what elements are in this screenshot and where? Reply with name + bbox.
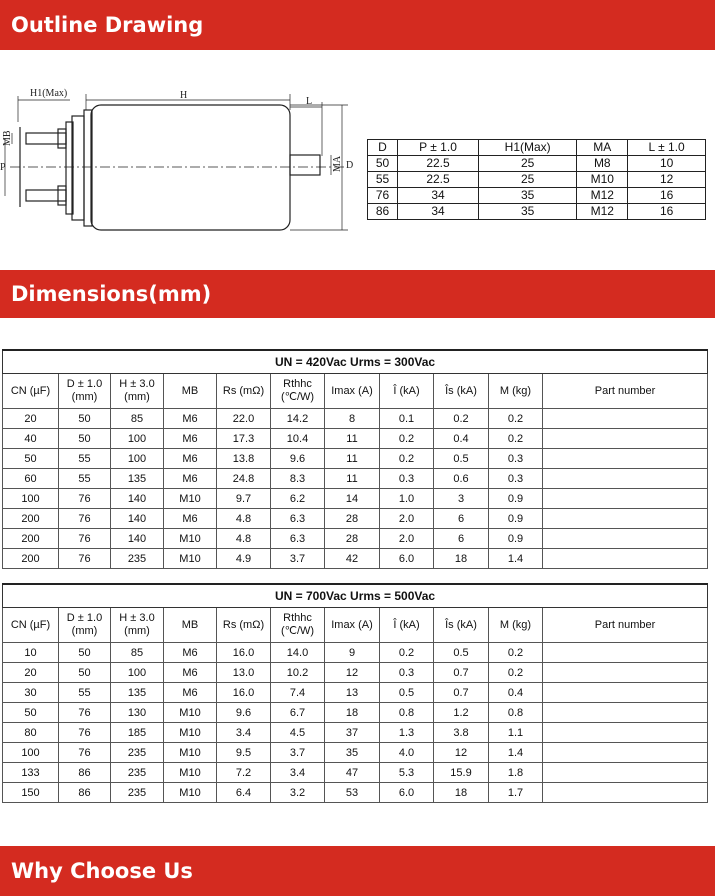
table-cell: 135 — [111, 683, 164, 703]
table-cell: 0.2 — [489, 429, 543, 449]
table-row — [368, 156, 706, 172]
table-row — [3, 703, 708, 723]
table-cell: 37 — [325, 723, 380, 743]
table-cell: 85 — [111, 409, 164, 429]
table-cell: 17.3 — [217, 429, 271, 449]
table-cell: 150 — [3, 783, 59, 803]
table-cell: 22.0 — [217, 409, 271, 429]
table-cell: 11 — [325, 449, 380, 469]
table-cell: 3 — [434, 489, 489, 509]
table-cell: 86 — [59, 783, 111, 803]
header-cell: Part number — [543, 608, 708, 643]
table-cell: 3.4 — [271, 763, 325, 783]
table-cell: 1.3 — [380, 723, 434, 743]
table-cell: M10 — [164, 723, 217, 743]
table-cell: 0.2 — [380, 643, 434, 663]
table-cell: 100 — [111, 429, 164, 449]
table-cell: 4.0 — [380, 743, 434, 763]
table-cell: 6 — [434, 509, 489, 529]
section-title: Dimensions(mm) — [11, 282, 212, 306]
header-cell: Îs (kA) — [434, 608, 489, 643]
table-cell: 0.9 — [489, 529, 543, 549]
header-cell: Rthhc (℃/W) — [271, 608, 325, 643]
table-cell: 55 — [59, 683, 111, 703]
table-cell: 40 — [3, 429, 59, 449]
table-cell: 4.8 — [217, 509, 271, 529]
table-cell: M10 — [164, 743, 217, 763]
table-cell: 100 — [111, 663, 164, 683]
table-cell: 50 — [3, 449, 59, 469]
table-cell: 16 — [628, 188, 706, 204]
table-row — [3, 469, 708, 489]
dim-label-mb: MB — [2, 130, 13, 146]
table-cell: 6.0 — [380, 783, 434, 803]
table-cell: 0.2 — [489, 663, 543, 683]
table-cell: 22.5 — [398, 156, 479, 172]
table-cell: 4.8 — [217, 529, 271, 549]
section-title: Why Choose Us — [11, 859, 193, 883]
table-cell: 9.5 — [217, 743, 271, 763]
table-cell: 0.3 — [489, 449, 543, 469]
table-cell: 86 — [368, 204, 398, 220]
table-cell: 5.3 — [380, 763, 434, 783]
table-cell: 20 — [3, 409, 59, 429]
table-header-row — [3, 608, 708, 643]
table-cell: 55 — [59, 449, 111, 469]
table-row — [3, 429, 708, 449]
part-number-cell — [543, 683, 708, 703]
table-cell: 1.0 — [380, 489, 434, 509]
header-cell: M (kg) — [489, 374, 543, 409]
table-cell: M10 — [164, 763, 217, 783]
table-cell: 50 — [368, 156, 398, 172]
table-cell: 50 — [59, 663, 111, 683]
table-cell: 60 — [3, 469, 59, 489]
table-row — [368, 172, 706, 188]
table-cell: M6 — [164, 509, 217, 529]
table-row — [3, 643, 708, 663]
table-cell: 235 — [111, 763, 164, 783]
table-cell: 76 — [59, 529, 111, 549]
table-cell: 235 — [111, 743, 164, 763]
dim-label-ma: MA — [332, 155, 343, 172]
table-cell: 0.3 — [380, 469, 434, 489]
table-caption: UN = 700Vac Urms = 500Vac — [3, 584, 708, 608]
table-cell: 135 — [111, 469, 164, 489]
part-number-cell — [543, 763, 708, 783]
table-cell: M6 — [164, 683, 217, 703]
header-cell: D — [368, 140, 398, 156]
table-row — [3, 509, 708, 529]
table-cell: M6 — [164, 663, 217, 683]
table-cell: 50 — [3, 703, 59, 723]
table-cell: M10 — [164, 529, 217, 549]
table-cell: 13 — [325, 683, 380, 703]
table-cell: M10 — [577, 172, 628, 188]
header-cell: Imax (A) — [325, 374, 380, 409]
table-cell: 76 — [368, 188, 398, 204]
table-cell: 185 — [111, 723, 164, 743]
table-cell: 8.3 — [271, 469, 325, 489]
table-cell: 10 — [628, 156, 706, 172]
header-cell: Rthhc (℃/W) — [271, 374, 325, 409]
header-cell: Rs (mΩ) — [217, 608, 271, 643]
header-cell: H ± 3.0 (mm) — [111, 608, 164, 643]
table-cell: 0.7 — [434, 683, 489, 703]
table-row — [3, 409, 708, 429]
header-cell: MA — [577, 140, 628, 156]
table-cell: 0.8 — [380, 703, 434, 723]
dim-label-p: P — [0, 162, 6, 173]
part-number-cell — [543, 489, 708, 509]
table-cell: 140 — [111, 529, 164, 549]
table-cell: 12 — [434, 743, 489, 763]
table-cell: 14 — [325, 489, 380, 509]
table-cell: 6.2 — [271, 489, 325, 509]
table-cell: M10 — [164, 489, 217, 509]
section-header-why-choose-us — [0, 846, 715, 896]
table-cell: 13.0 — [217, 663, 271, 683]
table-cell: 50 — [59, 409, 111, 429]
table-cell: 2.0 — [380, 529, 434, 549]
table-cell: 76 — [59, 509, 111, 529]
table-cell: 1.8 — [489, 763, 543, 783]
table-cell: 6.4 — [217, 783, 271, 803]
table-cell: 235 — [111, 783, 164, 803]
table-row — [3, 549, 708, 569]
table-row — [3, 663, 708, 683]
table-cell: 140 — [111, 489, 164, 509]
table-cell: M10 — [164, 703, 217, 723]
table-cell: 1.1 — [489, 723, 543, 743]
table-cell: 16.0 — [217, 683, 271, 703]
table-cell: 9 — [325, 643, 380, 663]
table-cell: 10 — [3, 643, 59, 663]
table-cell: 53 — [325, 783, 380, 803]
table-cell: 25 — [479, 156, 577, 172]
table-cell: 50 — [59, 429, 111, 449]
table-cell: M10 — [164, 549, 217, 569]
table-cell: 7.2 — [217, 763, 271, 783]
table-cell: M12 — [577, 188, 628, 204]
table-cell: M8 — [577, 156, 628, 172]
table-cell: 0.3 — [489, 469, 543, 489]
table-cell: 0.2 — [380, 449, 434, 469]
table-cell: 1.4 — [489, 743, 543, 763]
table-row — [3, 723, 708, 743]
table-cell: 47 — [325, 763, 380, 783]
table-row — [368, 204, 706, 220]
header-cell: Îs (kA) — [434, 374, 489, 409]
table-cell: M12 — [577, 204, 628, 220]
table-cell: 6.7 — [271, 703, 325, 723]
table-cell: 133 — [3, 763, 59, 783]
part-number-cell — [543, 723, 708, 743]
table-cell: 18 — [325, 703, 380, 723]
table-cell: 10.2 — [271, 663, 325, 683]
table-cell: 35 — [479, 188, 577, 204]
table-cell: 2.0 — [380, 509, 434, 529]
table-cell: M6 — [164, 429, 217, 449]
table-cell: 100 — [3, 743, 59, 763]
table-cell: 30 — [3, 683, 59, 703]
part-number-cell — [543, 549, 708, 569]
header-cell: MB — [164, 374, 217, 409]
table-cell: 0.5 — [434, 449, 489, 469]
table-caption: UN = 420Vac Urms = 300Vac — [3, 350, 708, 374]
table-row — [3, 489, 708, 509]
table-cell: 14.2 — [271, 409, 325, 429]
table-cell: 76 — [59, 743, 111, 763]
section-title: Outline Drawing — [11, 13, 204, 37]
table-cell: 55 — [59, 469, 111, 489]
table-cell: 25 — [479, 172, 577, 188]
header-cell: Î (kA) — [380, 374, 434, 409]
part-number-cell — [543, 429, 708, 449]
table-cell: 3.7 — [271, 743, 325, 763]
table-cell: 28 — [325, 529, 380, 549]
table-header-row — [368, 140, 706, 156]
capacitor-outline-drawing — [0, 82, 360, 232]
table-cell: 4.9 — [217, 549, 271, 569]
table-cell: 1.2 — [434, 703, 489, 723]
table-cell: 0.9 — [489, 509, 543, 529]
table-caption-row — [3, 584, 708, 608]
table-cell: 28 — [325, 509, 380, 529]
table-cell: 11 — [325, 469, 380, 489]
table-cell: 50 — [59, 643, 111, 663]
table-cell: 35 — [325, 743, 380, 763]
table-cell: 0.9 — [489, 489, 543, 509]
part-number-cell — [543, 409, 708, 429]
part-number-cell — [543, 449, 708, 469]
table-cell: 42 — [325, 549, 380, 569]
header-cell: L ± 1.0 — [628, 140, 706, 156]
table-cell: 6 — [434, 529, 489, 549]
part-number-cell — [543, 643, 708, 663]
table-row — [3, 783, 708, 803]
part-number-cell — [543, 743, 708, 763]
table-cell: 15.9 — [434, 763, 489, 783]
table-cell: 22.5 — [398, 172, 479, 188]
table-cell: 1.4 — [489, 549, 543, 569]
header-cell: Part number — [543, 374, 708, 409]
table-cell: 9.6 — [217, 703, 271, 723]
table-cell: 12 — [628, 172, 706, 188]
table-cell: 0.2 — [489, 409, 543, 429]
table-cell: 0.5 — [434, 643, 489, 663]
table-cell: 9.7 — [217, 489, 271, 509]
header-cell: H ± 3.0 (mm) — [111, 374, 164, 409]
header-cell: H1(Max) — [479, 140, 577, 156]
table-cell: 86 — [59, 763, 111, 783]
table-cell: 13.8 — [217, 449, 271, 469]
table-cell: 18 — [434, 549, 489, 569]
table-cell: 24.8 — [217, 469, 271, 489]
table-caption-row — [3, 350, 708, 374]
table-cell: M10 — [164, 783, 217, 803]
table-cell: 0.2 — [380, 429, 434, 449]
table-cell: 16.0 — [217, 643, 271, 663]
table-cell: 20 — [3, 663, 59, 683]
table-cell: 3.8 — [434, 723, 489, 743]
table-cell: 200 — [3, 509, 59, 529]
header-cell: D ± 1.0 (mm) — [59, 374, 111, 409]
table-cell: 76 — [59, 549, 111, 569]
table-cell: M6 — [164, 469, 217, 489]
table-cell: 14.0 — [271, 643, 325, 663]
table-cell: 18 — [434, 783, 489, 803]
table-cell: 3.7 — [271, 549, 325, 569]
part-number-cell — [543, 529, 708, 549]
table-cell: 0.1 — [380, 409, 434, 429]
table-cell: 100 — [3, 489, 59, 509]
table-cell: 7.4 — [271, 683, 325, 703]
part-number-cell — [543, 509, 708, 529]
header-cell: M (kg) — [489, 608, 543, 643]
table-cell: 34 — [398, 188, 479, 204]
table-cell: 0.4 — [489, 683, 543, 703]
table-cell: 35 — [479, 204, 577, 220]
part-number-cell — [543, 469, 708, 489]
table-row — [368, 188, 706, 204]
table-cell: M6 — [164, 409, 217, 429]
table-cell: 130 — [111, 703, 164, 723]
table-cell: 0.6 — [434, 469, 489, 489]
header-cell: P ± 1.0 — [398, 140, 479, 156]
table-cell: 0.5 — [380, 683, 434, 703]
header-cell: CN (µF) — [3, 374, 59, 409]
table-cell: 9.6 — [271, 449, 325, 469]
table-cell: 11 — [325, 429, 380, 449]
table-cell: 12 — [325, 663, 380, 683]
table-cell: 0.2 — [489, 643, 543, 663]
header-cell: MB — [164, 608, 217, 643]
table-cell: 0.4 — [434, 429, 489, 449]
table-header-row — [3, 374, 708, 409]
section-header-outline-drawing — [0, 0, 715, 50]
table-cell: 140 — [111, 509, 164, 529]
table-row — [3, 449, 708, 469]
dim-label-h: H — [180, 90, 188, 101]
outline-dimensions-table — [367, 139, 706, 220]
header-cell: Î (kA) — [380, 608, 434, 643]
table-row — [3, 529, 708, 549]
table-row — [3, 743, 708, 763]
header-cell: CN (µF) — [3, 608, 59, 643]
table-cell: 0.3 — [380, 663, 434, 683]
table-cell: 1.7 — [489, 783, 543, 803]
table-row — [3, 683, 708, 703]
part-number-cell — [543, 783, 708, 803]
table-cell: 3.2 — [271, 783, 325, 803]
table-cell: 85 — [111, 643, 164, 663]
table-cell: M6 — [164, 449, 217, 469]
table-cell: 3.4 — [217, 723, 271, 743]
dim-label-h1max: H1(Max) — [30, 88, 68, 99]
table-cell: 34 — [398, 204, 479, 220]
table-cell: 76 — [59, 723, 111, 743]
table-cell: 0.2 — [434, 409, 489, 429]
table-cell: 0.7 — [434, 663, 489, 683]
table-row — [3, 763, 708, 783]
table-cell: 16 — [628, 204, 706, 220]
table-cell: 200 — [3, 529, 59, 549]
table-cell: 0.8 — [489, 703, 543, 723]
table-cell: 235 — [111, 549, 164, 569]
table-cell: 100 — [111, 449, 164, 469]
table-cell: 6.3 — [271, 529, 325, 549]
table-cell: 80 — [3, 723, 59, 743]
table-cell: 4.5 — [271, 723, 325, 743]
spec-table-420vac — [2, 349, 708, 569]
table-cell: 200 — [3, 549, 59, 569]
dim-label-l: L — [306, 96, 313, 107]
table-cell: 76 — [59, 703, 111, 723]
header-cell: Rs (mΩ) — [217, 374, 271, 409]
table-cell: M6 — [164, 643, 217, 663]
header-cell: Imax (A) — [325, 608, 380, 643]
table-cell: 76 — [59, 489, 111, 509]
table-cell: 55 — [368, 172, 398, 188]
table-cell: 6.0 — [380, 549, 434, 569]
table-cell: 10.4 — [271, 429, 325, 449]
part-number-cell — [543, 703, 708, 723]
table-cell: 6.3 — [271, 509, 325, 529]
header-cell: D ± 1.0 (mm) — [59, 608, 111, 643]
table-cell: 8 — [325, 409, 380, 429]
spec-table-700vac — [2, 583, 708, 803]
dim-label-d: D — [346, 160, 354, 171]
part-number-cell — [543, 663, 708, 683]
section-header-dimensions — [0, 270, 715, 318]
